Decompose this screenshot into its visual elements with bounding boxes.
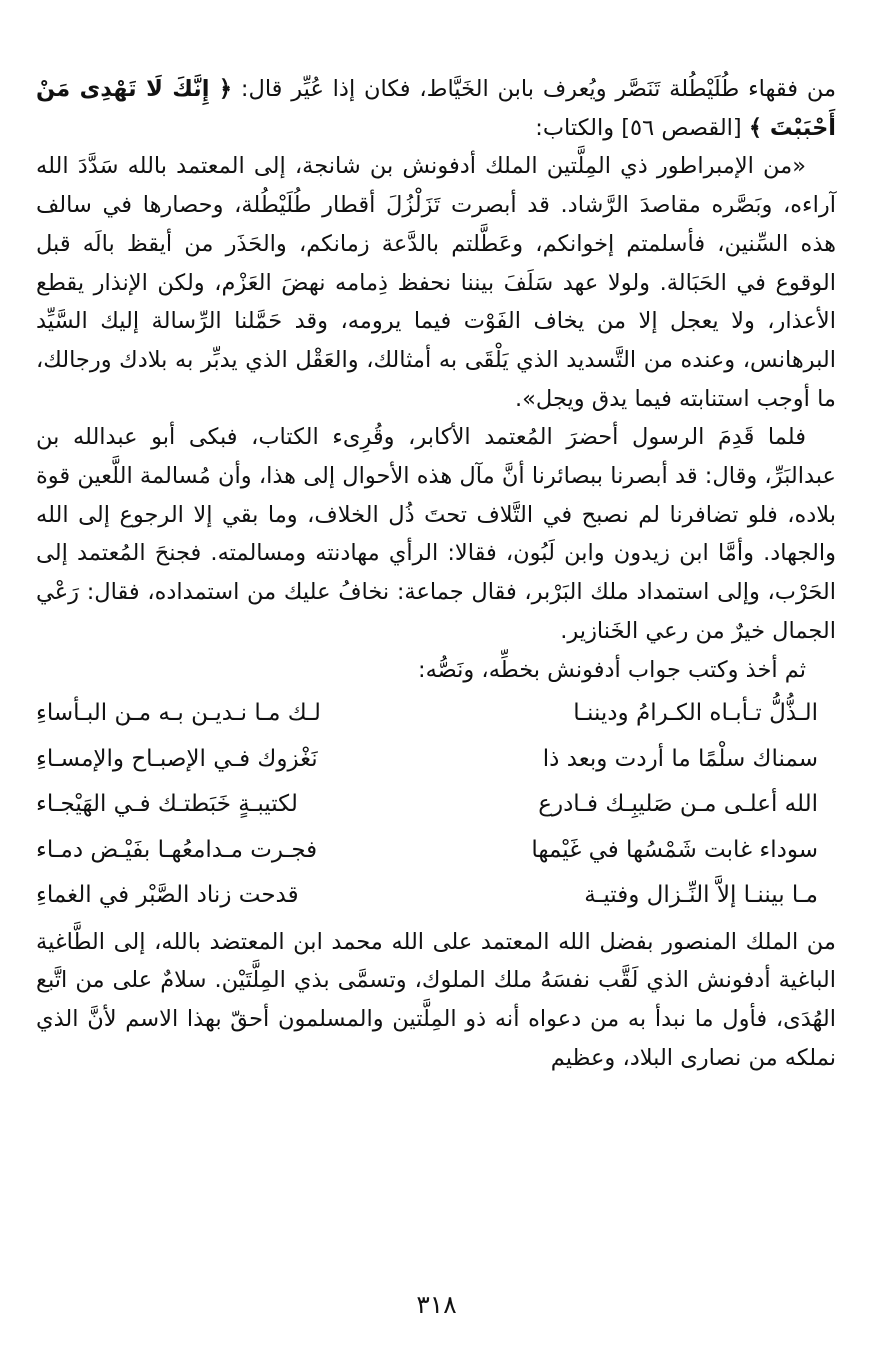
poem-verse (36, 691, 836, 737)
letter-of-alfonso: «من الإمبراطور ذي المِلَّتين الملك أدفونش بن شانجة، إلى المعتمد بالله سَدَّدَ الله آراءه، وبَصَّره مقاصدَ الرَّشاد. قد أبصرت تَزَلْزُلَ أقطار طُلَيْطُلة، وحصارها في سالف هذه السِّنين، فأسلمتم إخوانكم، وعَطَّلتم بالدَّعة زمانكم، والحَذَر من أيقظ بالَه قبل الوقوع في الحَبَالة. ولولا عهد سَلَفَ بيننا نحفظ ذِمامه نهضَ العَزْم، ولكن الإنذار يقطع الأعذار، ولا يعجل إلا من يخاف الفَوْت فيما يرومه، وقد حَمَّلنا الرِّسالة إليك السَّيِّد البرهانس، وعنده من التَّسديد الذي يَلْقَى به أمثالك، والعَقْل الذي يدبِّر به بلادك ورجالك، ما أوجب استنابته فيما يدق ويجل». (36, 153, 836, 412)
page-number: ٣١٨ (416, 1290, 457, 1319)
verse-first-hemistich: الله أعلـى مـن صَليبِـك فـادرع (538, 791, 818, 818)
verse-second-hemistich: لـك مـا نـديـن بـه مـن البـأساءِ (36, 700, 321, 727)
verse-first-hemistich: سمناك سلْمًا ما أردت وبعد ذا (542, 745, 818, 772)
quran-verse: ﴿ إِنَّكَ لَا تَهْدِى مَنْ أَحْبَبْتَ ﴾ (36, 76, 836, 141)
quran-reference: [القصص ٥٦] والكتاب: (535, 114, 749, 141)
poem-verse (36, 737, 836, 783)
verse-second-hemistich: قدحت زناد الصَّبْر في الغماءِ (36, 882, 299, 909)
paragraph-1 (36, 70, 836, 147)
poem-verse (36, 873, 836, 919)
verse-second-hemistich: نَغْزوك فـي الإصبـاح والإمسـاءِ (36, 745, 318, 772)
page-body (36, 70, 836, 1078)
letter-of-al-mutamid: من الملك المنصور بفضل الله المعتمد على الله محمد ابن المعتضد بالله، إلى الطَّاغية الباغية أدفونش الذي لَقَّب نفسَهُ ملك الملوك، وتسمَّى بذي المِلَّتَيْن. سلامٌ على من اتَّبع الهُدَى، فأول ما نبدأ به من دعواه أنه ذو المِلَّتين والمسلمون أحقّ بهذا الاسم لأنَّ الذي نملكه من نصارى البلاد، وعظيم (36, 928, 836, 1071)
paragraph-1-text: من فقهاء طُلَيْطُلة تَنَصَّر ويُعرف بابن الخَيَّاط، فكان إذا عُيِّر قال: (232, 76, 836, 102)
paragraph-reply-intro: ثم أخذ وكتب جواب أدفونش بخطِّه، ونَصُّه: (418, 656, 806, 683)
poem (36, 691, 836, 919)
poem-verse (36, 782, 836, 828)
verse-first-hemistich: سوداء غابت شَمْسُها في غَيْمها (531, 836, 818, 863)
paragraph-council: فلما قَدِمَ الرسول أحضرَ المُعتمد الأكابر، وقُرِىء الكتاب، فبكى أبو عبدالله بن عبدالبَرِّ، وقال: قد أبصرنا ببصائرنا أنَّ مآل هذه الأحوال إلى هذا، وأن مُسالمة اللَّعين قوة بلاده، فلو تضافرنا لم نصبح في التَّلاف تحتَ ذُل الخلاف، وما بقي إلا الرجوع إلى الله والجهاد. وأمَّا ابن زيدون وابن لَبُون، فقالا: الرأي مهادنته ومسالمته. فجنحَ المُعتمد إلى الحَرْب، وإلى استمداد ملك البَرْبر، فقال جماعة: نخافُ عليك من استمداده، فقال: رَعْي الجمال خيرٌ من رعي الخَنازير. (36, 424, 836, 644)
verse-second-hemistich: فجـرت مـدامعُهـا بفَيْـض دمـاء (36, 836, 318, 863)
verse-first-hemistich: مـا بيننـا إلاَّ النِّـزال وفتيـة (584, 882, 818, 909)
verse-second-hemistich: لكتيبـةٍ خَبَطتـك فـي الهَيْجـاء (36, 791, 298, 818)
poem-verse (36, 828, 836, 874)
verse-first-hemistich: الـذُّلُّ تـأبـاه الكـرامُ وديننـا (573, 700, 818, 727)
